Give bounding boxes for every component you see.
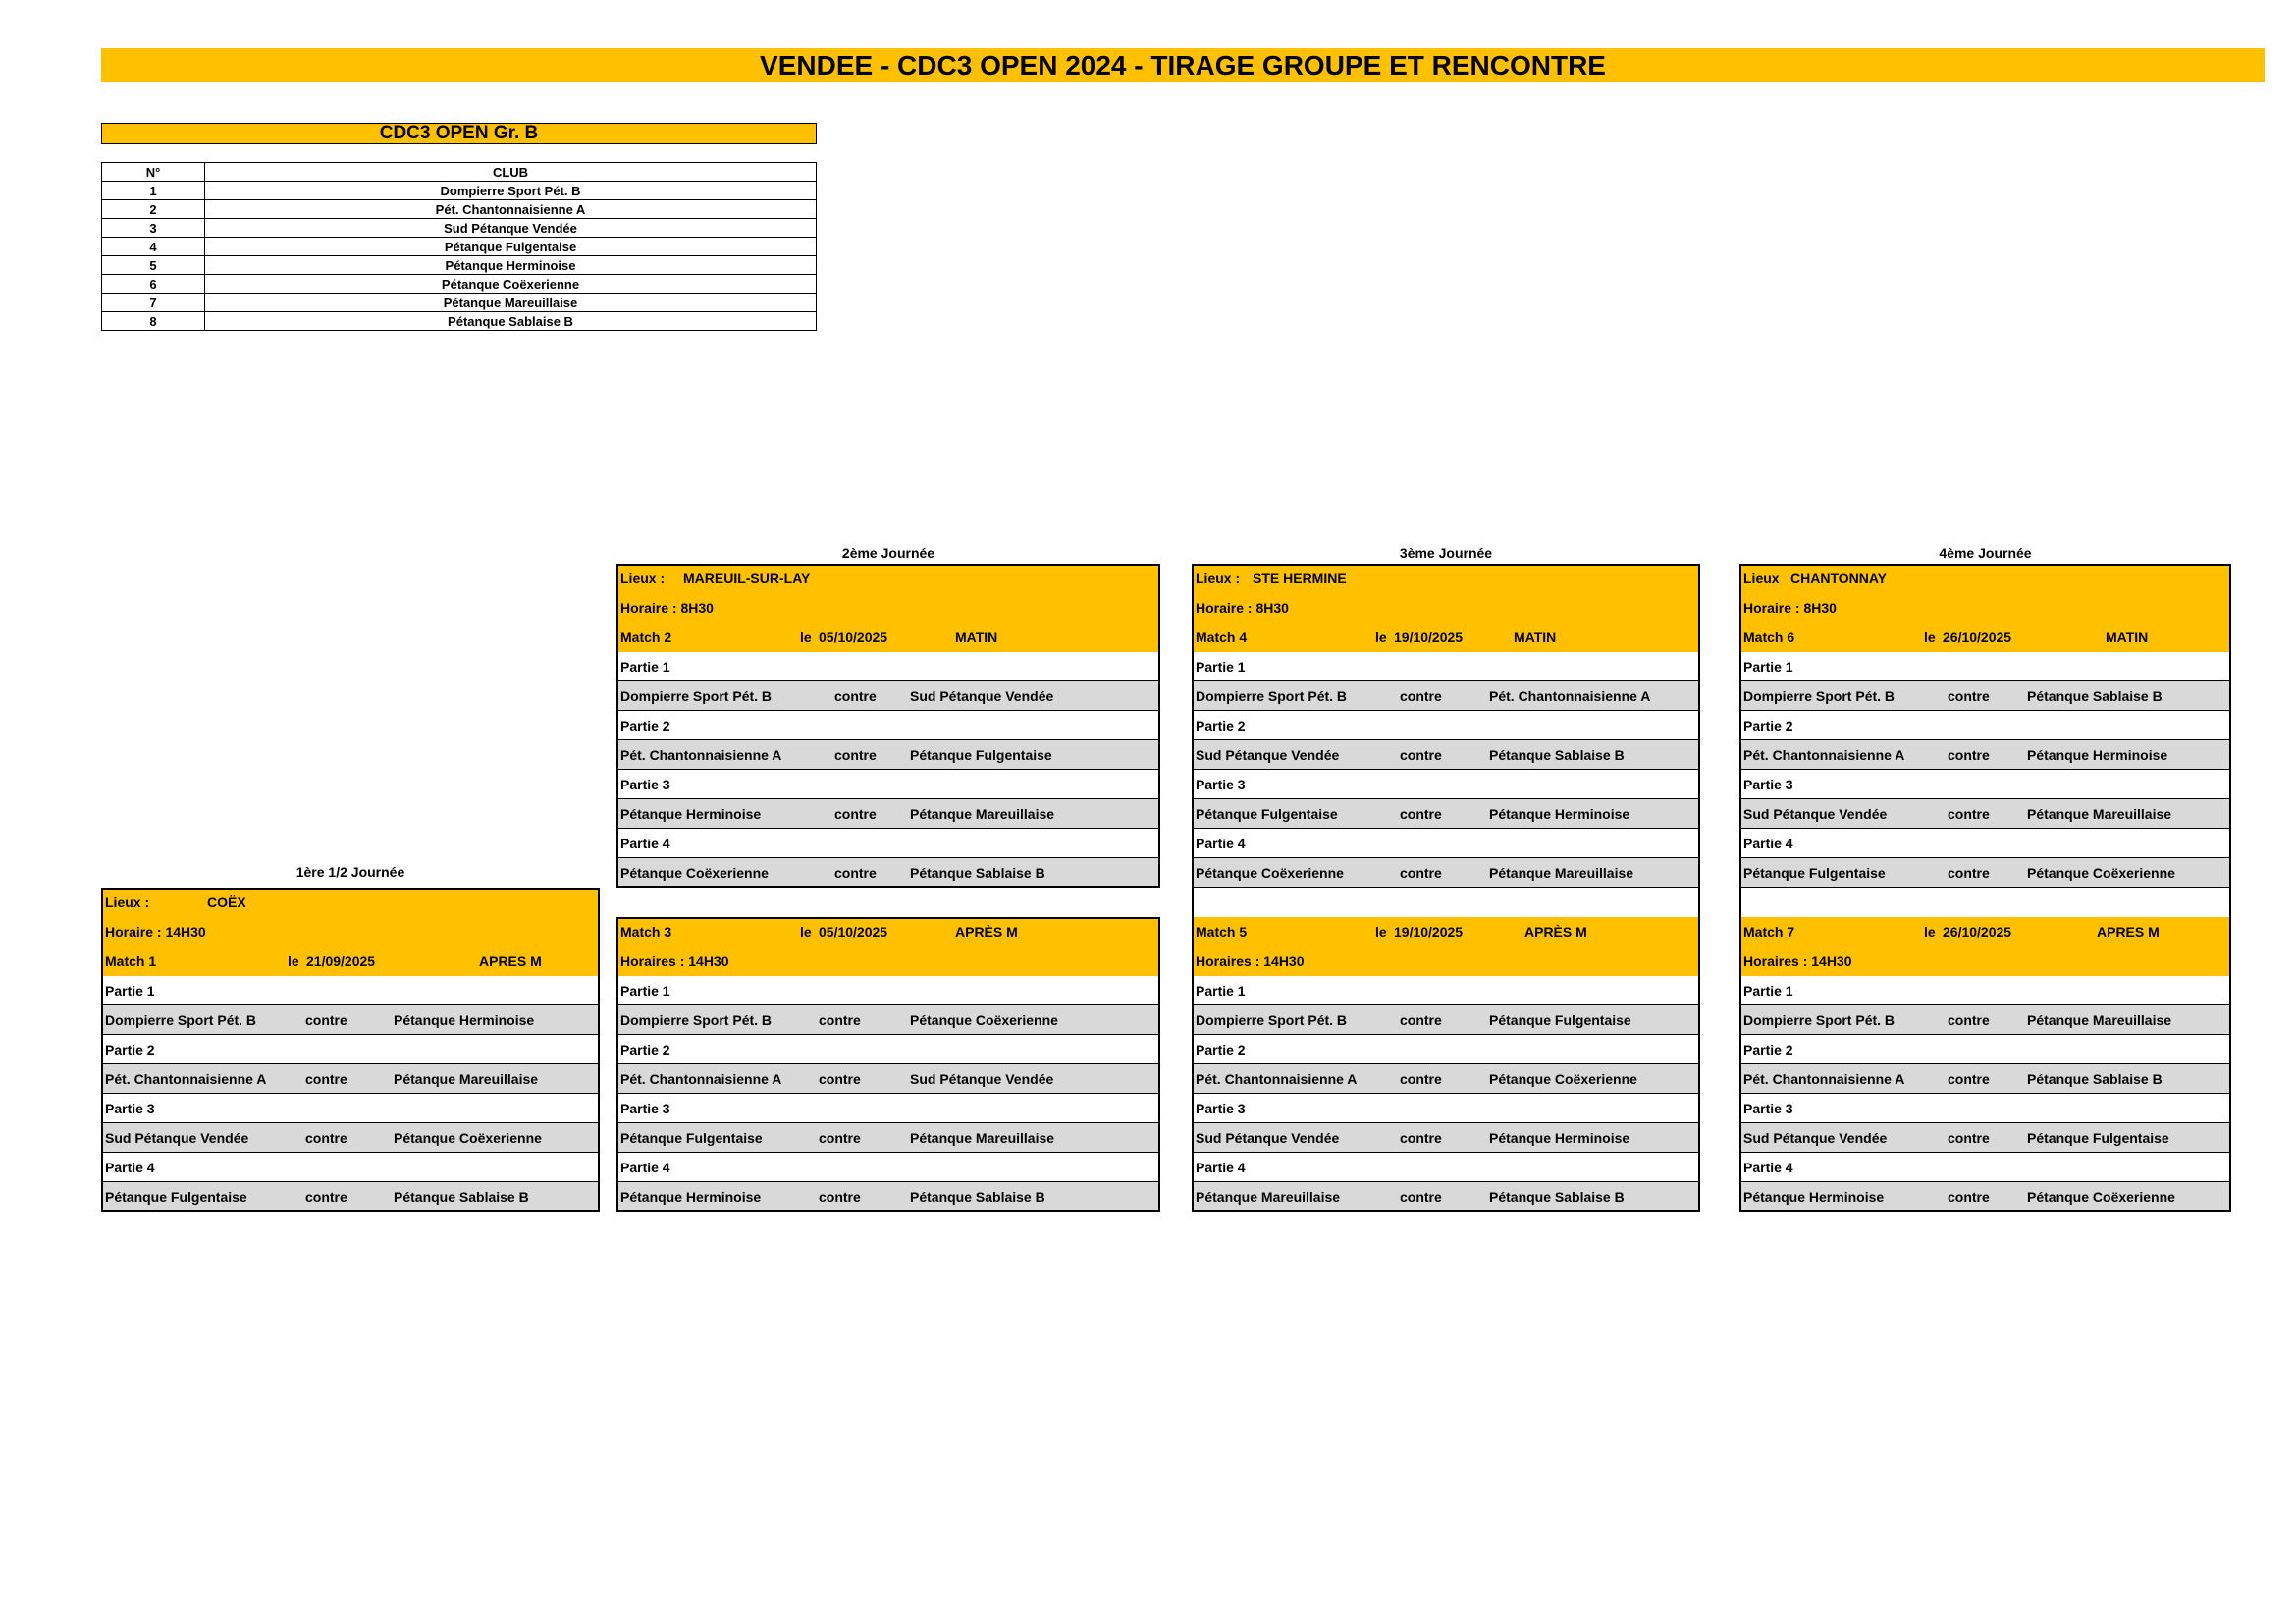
team-b: Pétanque Herminoise [1489, 806, 1630, 822]
team-b: Pétanque Herminoise [394, 1012, 535, 1028]
horaire-label: Horaire : 14H30 [105, 924, 206, 940]
contre-label: contre [305, 1189, 347, 1205]
contre-label: contre [1948, 747, 1990, 763]
partie-label: Partie 4 [1196, 1160, 1246, 1175]
match-label: Match 6 [1743, 629, 1795, 645]
journee-1-block [101, 888, 600, 1212]
game-row [1192, 681, 1700, 711]
game-row [616, 1064, 1160, 1094]
lieux-label: Lieux : [620, 570, 666, 586]
partie-row [1192, 1094, 1700, 1123]
partie-row [616, 1035, 1160, 1064]
match-label: Match 3 [620, 924, 672, 940]
game-row [1739, 1064, 2231, 1094]
partie-label: Partie 1 [1743, 659, 1793, 675]
lieux-value: STE HERMINE [1253, 570, 1347, 586]
contre-label: contre [819, 1189, 861, 1205]
team-b: Pétanque Sablaise B [394, 1189, 529, 1205]
team-a: Pét. Chantonnaisienne A [1743, 747, 1905, 763]
game-row [616, 1182, 1160, 1212]
page-title: VENDEE - CDC3 OPEN 2024 - TIRAGE GROUPE ET RENCONTRE [101, 48, 2265, 82]
partie-label: Partie 1 [620, 983, 670, 999]
lieux-row [101, 888, 600, 917]
game-row [101, 1005, 600, 1035]
club-num: 1 [102, 182, 205, 200]
match-period: MATIN [955, 629, 998, 645]
partie-label: Partie 1 [105, 983, 155, 999]
game-row [1739, 740, 2231, 770]
le-label: le [288, 953, 299, 969]
partie-row [1192, 976, 1700, 1005]
team-b: Pétanque Mareuillaise [394, 1071, 539, 1087]
journee-2-block [616, 564, 1160, 1212]
journee-1-title: 1ère 1/2 Journée [295, 864, 405, 880]
partie-row [1739, 711, 2231, 740]
horaire-label: Horaires : 14H30 [1196, 953, 1305, 969]
team-a: Pét. Chantonnaisienne A [105, 1071, 267, 1087]
team-b: Pétanque Sablaise B [2027, 1071, 2163, 1087]
partie-row [1192, 829, 1700, 858]
match-label: Match 5 [1196, 924, 1248, 940]
lieux-label: Lieux : [1196, 570, 1241, 586]
team-b: Sud Pétanque Vendée [910, 1071, 1054, 1087]
le-label: le [1924, 629, 1936, 645]
horaire-row [616, 947, 1160, 976]
contre-label: contre [1400, 1189, 1442, 1205]
game-row [1739, 1182, 2231, 1212]
partie-row [101, 1094, 600, 1123]
partie-label: Partie 4 [1743, 1160, 1793, 1175]
contre-label: contre [1948, 1071, 1990, 1087]
contre-label: contre [1400, 806, 1442, 822]
match-label: Match 7 [1743, 924, 1795, 940]
match-date: 21/09/2025 [306, 953, 376, 969]
partie-label: Partie 2 [105, 1042, 155, 1057]
team-b: Pétanque Mareuillaise [1489, 865, 1634, 881]
team-b: Pét. Chantonnaisienne A [1489, 688, 1651, 704]
team-b: Sud Pétanque Vendée [910, 688, 1054, 704]
team-a: Dompierre Sport Pét. B [1743, 1012, 1896, 1028]
match-period: MATIN [1514, 629, 1557, 645]
game-row [1192, 799, 1700, 829]
partie-label: Partie 3 [620, 777, 670, 792]
le-label: le [1375, 629, 1387, 645]
match-date: 26/10/2025 [1943, 629, 2012, 645]
partie-label: Partie 3 [620, 1101, 670, 1116]
club-name: Pétanque Fulgentaise [205, 238, 817, 256]
lieux-value: MAREUIL-SUR-LAY [683, 570, 811, 586]
contre-label: contre [305, 1012, 347, 1028]
team-b: Pétanque Sablaise B [910, 865, 1045, 881]
horaire-label: Horaire : 8H30 [1196, 600, 1289, 616]
horaire-label: Horaires : 14H30 [620, 953, 729, 969]
contre-label: contre [834, 688, 877, 704]
game-row [616, 1123, 1160, 1153]
contre-label: contre [1400, 1130, 1442, 1146]
game-row [1192, 858, 1700, 888]
partie-row [1192, 1035, 1700, 1064]
match-period: APRÈS M [1524, 924, 1587, 940]
club-num: 4 [102, 238, 205, 256]
team-b: Pétanque Herminoise [2027, 747, 2168, 763]
game-row [1739, 1123, 2231, 1153]
team-b: Pétanque Sablaise B [1489, 747, 1625, 763]
partie-label: Partie 3 [1743, 1101, 1793, 1116]
team-a: Pétanque Coëxerienne [1196, 865, 1344, 881]
partie-label: Partie 4 [1743, 836, 1793, 851]
le-label: le [1924, 924, 1936, 940]
match-date: 26/10/2025 [1943, 924, 2012, 940]
partie-row [1739, 770, 2231, 799]
game-row [1192, 1123, 1700, 1153]
game-row [1192, 1064, 1700, 1094]
journee-3-block [1192, 564, 1700, 1212]
match-header-row [101, 947, 600, 976]
partie-row [101, 1153, 600, 1182]
contre-label: contre [834, 806, 877, 822]
team-b: Pétanque Fulgentaise [2027, 1130, 2169, 1146]
partie-label: Partie 2 [1743, 718, 1793, 733]
club-name: Pétanque Coëxerienne [205, 275, 817, 294]
partie-row [1739, 976, 2231, 1005]
partie-label: Partie 1 [1196, 983, 1246, 999]
match-header-row [616, 917, 1160, 947]
club-name: Dompierre Sport Pét. B [205, 182, 817, 200]
journee-4-title: 4ème Journée [1939, 545, 2032, 561]
match-label: Match 4 [1196, 629, 1248, 645]
partie-label: Partie 3 [105, 1101, 155, 1116]
clubs-table [101, 162, 817, 331]
horaire-row [101, 917, 600, 947]
match-header-row [1739, 917, 2231, 947]
partie-label: Partie 4 [105, 1160, 155, 1175]
team-a: Dompierre Sport Pét. B [1743, 688, 1896, 704]
team-a: Pét. Chantonnaisienne A [620, 747, 782, 763]
contre-label: contre [1400, 688, 1442, 704]
horaire-row [1192, 593, 1700, 623]
team-a: Pétanque Herminoise [1743, 1189, 1885, 1205]
match-header-row [1192, 623, 1700, 652]
team-a: Pétanque Herminoise [620, 806, 762, 822]
contre-label: contre [1400, 865, 1442, 881]
team-b: Pétanque Mareuillaise [2027, 1012, 2172, 1028]
club-name: Sud Pétanque Vendée [205, 219, 817, 238]
contre-label: contre [834, 865, 877, 881]
club-num: 5 [102, 256, 205, 275]
contre-label: contre [1948, 1012, 1990, 1028]
team-a: Sud Pétanque Vendée [1196, 747, 1340, 763]
club-header: CLUB [205, 163, 817, 182]
game-row [1192, 1182, 1700, 1212]
lieux-row [1192, 564, 1700, 593]
partie-row [101, 976, 600, 1005]
horaire-label: Horaire : 8H30 [620, 600, 714, 616]
team-a: Pét. Chantonnaisienne A [1196, 1071, 1358, 1087]
team-b: Pétanque Mareuillaise [910, 1130, 1055, 1146]
game-row [616, 1005, 1160, 1035]
partie-label: Partie 2 [1743, 1042, 1793, 1057]
team-a: Dompierre Sport Pét. B [105, 1012, 257, 1028]
horaire-label: Horaire : 8H30 [1743, 600, 1837, 616]
club-row [102, 294, 817, 312]
partie-row [616, 770, 1160, 799]
partie-row [1192, 652, 1700, 681]
match-header-row [1739, 623, 2231, 652]
match-label: Match 1 [105, 953, 157, 969]
team-b: Pétanque Sablaise B [2027, 688, 2163, 704]
game-row [616, 681, 1160, 711]
team-a: Pétanque Fulgentaise [620, 1130, 763, 1146]
team-a: Sud Pétanque Vendée [1196, 1130, 1340, 1146]
club-name: Pétanque Mareuillaise [205, 294, 817, 312]
team-a: Sud Pétanque Vendée [1743, 806, 1888, 822]
game-row [1192, 740, 1700, 770]
lieux-label: Lieux [1743, 570, 1780, 586]
partie-row [616, 652, 1160, 681]
club-row [102, 312, 817, 331]
team-b: Pétanque Fulgentaise [910, 747, 1052, 763]
contre-label: contre [1400, 747, 1442, 763]
team-a: Pétanque Coëxerienne [620, 865, 769, 881]
partie-label: Partie 1 [620, 659, 670, 675]
game-row [1739, 1005, 2231, 1035]
game-row [1739, 681, 2231, 711]
partie-row [1739, 1153, 2231, 1182]
club-row [102, 256, 817, 275]
contre-label: contre [1400, 1071, 1442, 1087]
team-a: Dompierre Sport Pét. B [1196, 688, 1348, 704]
contre-label: contre [834, 747, 877, 763]
team-a: Dompierre Sport Pét. B [620, 688, 773, 704]
team-b: Pétanque Coëxerienne [1489, 1071, 1637, 1087]
game-row [616, 858, 1160, 888]
match-period: APRES M [479, 953, 542, 969]
match-header-row [1192, 917, 1700, 947]
partie-label: Partie 4 [620, 1160, 670, 1175]
match-date: 19/10/2025 [1394, 924, 1464, 940]
contre-label: contre [819, 1071, 861, 1087]
team-b: Pétanque Coëxerienne [2027, 1189, 2175, 1205]
club-row [102, 200, 817, 219]
match-period: APRES M [2097, 924, 2160, 940]
journee-2-title: 2ème Journée [841, 545, 935, 561]
team-a: Pét. Chantonnaisienne A [620, 1071, 782, 1087]
team-a: Dompierre Sport Pét. B [620, 1012, 773, 1028]
contre-label: contre [1948, 865, 1990, 881]
lieux-value: CHANTONNAY [1790, 570, 1888, 586]
club-name: Pét. Chantonnaisienne A [205, 200, 817, 219]
game-row [616, 740, 1160, 770]
horaire-label: Horaires : 14H30 [1743, 953, 1852, 969]
club-num: 8 [102, 312, 205, 331]
match-date: 19/10/2025 [1394, 629, 1464, 645]
partie-label: Partie 3 [1196, 1101, 1246, 1116]
partie-label: Partie 2 [1196, 1042, 1246, 1057]
team-b: Pétanque Coëxerienne [910, 1012, 1058, 1028]
team-a: Pétanque Fulgentaise [1196, 806, 1338, 822]
horaire-row [616, 593, 1160, 623]
contre-label: contre [305, 1130, 347, 1146]
group-title: CDC3 OPEN Gr. B [101, 123, 817, 144]
contre-label: contre [1400, 1012, 1442, 1028]
le-label: le [1375, 924, 1387, 940]
partie-label: Partie 1 [1196, 659, 1246, 675]
club-row [102, 182, 817, 200]
team-a: Dompierre Sport Pét. B [1196, 1012, 1348, 1028]
partie-row [616, 1094, 1160, 1123]
team-b: Pétanque Mareuillaise [2027, 806, 2172, 822]
team-b: Pétanque Fulgentaise [1489, 1012, 1631, 1028]
club-row [102, 219, 817, 238]
lieux-row [1739, 564, 2231, 593]
partie-label: Partie 3 [1743, 777, 1793, 792]
game-row [616, 799, 1160, 829]
game-row [101, 1064, 600, 1094]
lieux-label: Lieux : [105, 894, 150, 910]
match-period: MATIN [2106, 629, 2149, 645]
team-a: Pét. Chantonnaisienne A [1743, 1071, 1905, 1087]
team-b: Pétanque Mareuillaise [910, 806, 1055, 822]
partie-row [1739, 829, 2231, 858]
partie-label: Partie 3 [1196, 777, 1246, 792]
partie-row [1192, 1153, 1700, 1182]
partie-label: Partie 1 [1743, 983, 1793, 999]
contre-label: contre [1948, 688, 1990, 704]
contre-label: contre [1948, 1130, 1990, 1146]
contre-label: contre [305, 1071, 347, 1087]
match-header-row [616, 623, 1160, 652]
partie-row [616, 711, 1160, 740]
partie-row [616, 976, 1160, 1005]
spacer-row [1192, 888, 1700, 917]
club-name: Pétanque Herminoise [205, 256, 817, 275]
game-row [1739, 799, 2231, 829]
match-date: 05/10/2025 [819, 629, 888, 645]
journee-3-title: 3ème Journée [1399, 545, 1493, 561]
club-num: 3 [102, 219, 205, 238]
partie-label: Partie 2 [1196, 718, 1246, 733]
team-a: Pétanque Fulgentaise [105, 1189, 247, 1205]
horaire-row [1192, 947, 1700, 976]
num-header: N° [102, 163, 205, 182]
team-a: Pétanque Mareuillaise [1196, 1189, 1341, 1205]
team-b: Pétanque Sablaise B [910, 1189, 1045, 1205]
club-row [102, 238, 817, 256]
partie-row [1192, 770, 1700, 799]
horaire-row [1739, 593, 2231, 623]
spacer-row [1739, 888, 2231, 917]
game-row [101, 1182, 600, 1212]
partie-label: Partie 4 [620, 836, 670, 851]
lieux-row [616, 564, 1160, 593]
game-row [101, 1123, 600, 1153]
club-num: 2 [102, 200, 205, 219]
partie-row [1739, 652, 2231, 681]
clubs-header-row [102, 163, 817, 182]
club-row [102, 275, 817, 294]
match-label: Match 2 [620, 629, 672, 645]
team-a: Sud Pétanque Vendée [105, 1130, 249, 1146]
lieux-value: COËX [207, 894, 246, 910]
partie-label: Partie 4 [1196, 836, 1246, 851]
partie-row [1192, 711, 1700, 740]
team-b: Pétanque Coëxerienne [2027, 865, 2175, 881]
contre-label: contre [1948, 806, 1990, 822]
team-a: Pétanque Herminoise [620, 1189, 762, 1205]
match-date: 05/10/2025 [819, 924, 888, 940]
contre-label: contre [1948, 1189, 1990, 1205]
team-a: Pétanque Fulgentaise [1743, 865, 1886, 881]
partie-label: Partie 2 [620, 1042, 670, 1057]
contre-label: contre [819, 1012, 861, 1028]
team-b: Pétanque Sablaise B [1489, 1189, 1625, 1205]
match-period: APRÈS M [955, 924, 1018, 940]
partie-row [616, 1153, 1160, 1182]
partie-row [1739, 1094, 2231, 1123]
club-num: 6 [102, 275, 205, 294]
team-a: Sud Pétanque Vendée [1743, 1130, 1888, 1146]
le-label: le [800, 924, 812, 940]
spacer-row [616, 888, 1160, 917]
club-num: 7 [102, 294, 205, 312]
partie-row [1739, 1035, 2231, 1064]
partie-row [101, 1035, 600, 1064]
horaire-row [1739, 947, 2231, 976]
contre-label: contre [819, 1130, 861, 1146]
game-row [1192, 1005, 1700, 1035]
le-label: le [800, 629, 812, 645]
team-b: Pétanque Herminoise [1489, 1130, 1630, 1146]
game-row [1739, 858, 2231, 888]
partie-label: Partie 2 [620, 718, 670, 733]
team-b: Pétanque Coëxerienne [394, 1130, 542, 1146]
partie-row [616, 829, 1160, 858]
journee-4-block [1739, 564, 2231, 1212]
club-name: Pétanque Sablaise B [205, 312, 817, 331]
